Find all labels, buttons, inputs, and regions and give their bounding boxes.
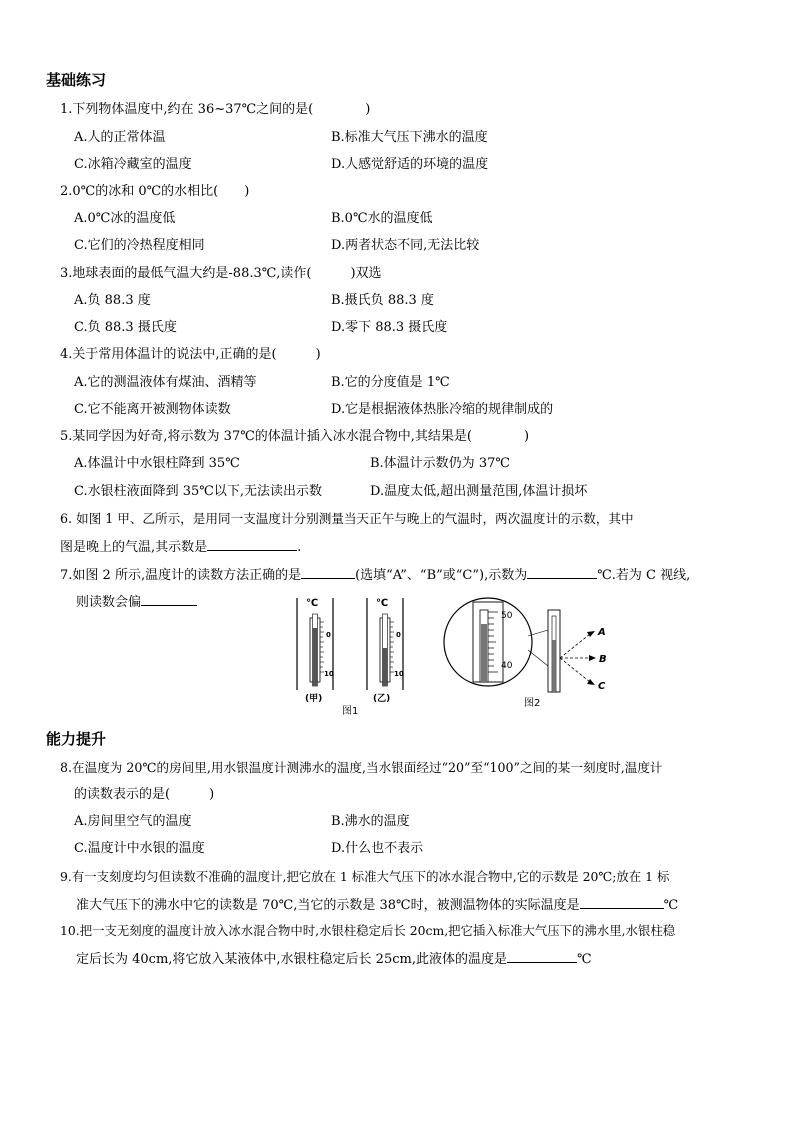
fig2-arrow-a-label: A xyxy=(598,627,606,638)
fig1-label-jia: (甲) xyxy=(305,694,323,704)
q9-line2 xyxy=(76,895,678,915)
q9-line1: 9.有一支刻度均匀但读数不准确的温度计,把它放在 1 标准大气压下的冰水混合物中,它的示数是 20℃;放在 1 标 xyxy=(60,869,670,884)
q1-option-d: D.人感觉舒适的环境的温度 xyxy=(331,157,489,172)
q4-option-b: B.它的分度值是 1℃ xyxy=(331,375,450,390)
q2-stem: 2.0℃的冰和 0℃的水相比( ) xyxy=(60,184,250,199)
q7-line2 xyxy=(76,592,197,612)
q8-option-d: D.什么也不表示 xyxy=(331,841,424,856)
q5-stem: 5.某同学因为好奇,将示数为 37℃的体温计插入冰水混合物中,其结果是( ) xyxy=(60,429,530,444)
q2-option-c: C.它们的冷热程度相同 xyxy=(74,238,205,253)
q4-stem: 4.关于常用体温计的说法中,正确的是( ) xyxy=(60,347,321,362)
q10-line1: 10.把一支无刻度的温度计放入冰水混合物中时,水银柱稳定后长 20cm,把它插入标准大气压下的沸水里,水银柱稳 xyxy=(60,923,676,938)
q6-line2-end: . xyxy=(297,540,302,555)
q8-line1: 8.在温度为 20℃的房间里,用水银温度计测沸水的温度,当水银面经过“20”至“100”之间的某一刻度时,温度计 xyxy=(60,760,663,775)
q2-option-b: B.0℃水的温度低 xyxy=(331,211,433,226)
q9-unit: ℃ xyxy=(663,898,679,913)
q3-option-c: C.负 88.3 摄氏度 xyxy=(74,320,177,335)
q10-line2-text: 定后长为 40cm,将它放入某液体中,水银柱稳定后长 25cm,此液体的温度是 xyxy=(76,952,507,967)
q1-option-b: B.标准大气压下沸水的温度 xyxy=(331,130,488,145)
q5-option-b: B.体温计示数仍为 37℃ xyxy=(370,456,510,471)
q9-answer-blank[interactable] xyxy=(580,895,664,909)
section-title-advanced: 能力提升 xyxy=(46,730,107,748)
q7-answer-blank-reading[interactable] xyxy=(527,565,597,579)
q7-part1: 7.如图 2 所示,温度计的读数方法正确的是 xyxy=(60,568,302,583)
fig1-tick-top-yi: 0 xyxy=(396,631,401,639)
q1-option-a: A.人的正常体温 xyxy=(74,130,166,145)
q5-option-d: D.温度太低,超出测量范围,体温计损坏 xyxy=(370,484,588,499)
q2-option-d: D.两者状态不同,无法比较 xyxy=(331,238,480,253)
q8-option-b: B.沸水的温度 xyxy=(331,814,410,829)
q7-part3: ℃.若为 C 视线, xyxy=(597,568,691,583)
q8-line2: 的读数表示的是( ) xyxy=(74,787,215,802)
q6-line2 xyxy=(60,537,301,557)
figure1-thermometers xyxy=(285,588,415,718)
fig2-arrow-b-label: B xyxy=(599,654,607,665)
q8-option-c: C.温度计中水银的温度 xyxy=(74,841,205,856)
fig1-tick-bottom-jia: 10 xyxy=(324,670,334,678)
fig1-tick-bottom-yi: 10 xyxy=(394,670,404,678)
fig1-caption: 图1 xyxy=(342,706,359,717)
q6-line1: 6. 如图 1 甲、乙所示，是用同一支温度计分别测量当天正午与晚上的气温时，两次温度计的示数，其中 xyxy=(60,511,634,526)
q6-line2-text: 图是晚上的气温,其示数是 xyxy=(60,540,208,555)
q7-part2: (选填“A”、“B”或“C”),示数为 xyxy=(355,568,528,583)
q7-line1 xyxy=(60,565,690,585)
fig2-mercury-column xyxy=(481,624,487,682)
fig2-tick-bottom: 40 xyxy=(501,661,513,671)
q7-line2-text: 则读数会偏 xyxy=(76,595,142,610)
q5-option-a: A.体温计中水银柱降到 35℃ xyxy=(74,456,240,471)
q3-stem: 3.地球表面的最低气温大约是-88.3℃,读作( )双选 xyxy=(60,266,382,281)
fig1-unit-jia: ℃ xyxy=(306,598,319,609)
q3-option-a: A.负 88.3 度 xyxy=(74,293,151,308)
figure2-reading-method xyxy=(440,596,620,714)
q7-answer-blank-method[interactable] xyxy=(301,565,355,579)
q4-option-a: A.它的测温液体有煤油、酒精等 xyxy=(74,375,257,390)
q10-unit: ℃ xyxy=(576,952,592,967)
q6-answer-blank[interactable] xyxy=(207,537,297,551)
fig2-tick-top: 50 xyxy=(501,611,513,621)
q3-option-d: D.零下 88.3 摄氏度 xyxy=(331,320,448,335)
section-title-basic: 基础练习 xyxy=(46,71,107,89)
q4-option-c: C.它不能离开被测物体读数 xyxy=(74,402,231,417)
fig2-arrow-c-label: C xyxy=(598,681,606,692)
fig2-caption: 图2 xyxy=(524,698,541,709)
q1-stem: 1.下列物体温度中,约在 36~37℃之间的是( ) xyxy=(60,102,371,117)
q7-answer-blank-error[interactable] xyxy=(141,592,197,606)
q2-option-a: A.0℃冰的温度低 xyxy=(74,211,176,226)
q8-option-a: A.房间里空气的温度 xyxy=(74,814,192,829)
q3-option-b: B.摄氏负 88.3 度 xyxy=(331,293,434,308)
fig1-label-yi: (乙) xyxy=(373,694,391,704)
q10-line2 xyxy=(76,949,592,969)
q9-line2-text: 准大气压下的沸水中它的读数是 70℃,当它的示数是 38℃时，被测温物体的实际温度是 xyxy=(76,898,580,913)
q1-option-c: C.冰箱冷藏室的温度 xyxy=(74,157,192,172)
q10-answer-blank[interactable] xyxy=(507,949,577,963)
fig1-unit-yi: ℃ xyxy=(376,598,389,609)
fig1-tick-top-jia: 0 xyxy=(326,631,331,639)
q5-option-c: C.水银柱液面降到 35℃以下,无法读出示数 xyxy=(74,484,322,499)
q4-option-d: D.它是根据液体热胀冷缩的规律制成的 xyxy=(331,402,554,417)
